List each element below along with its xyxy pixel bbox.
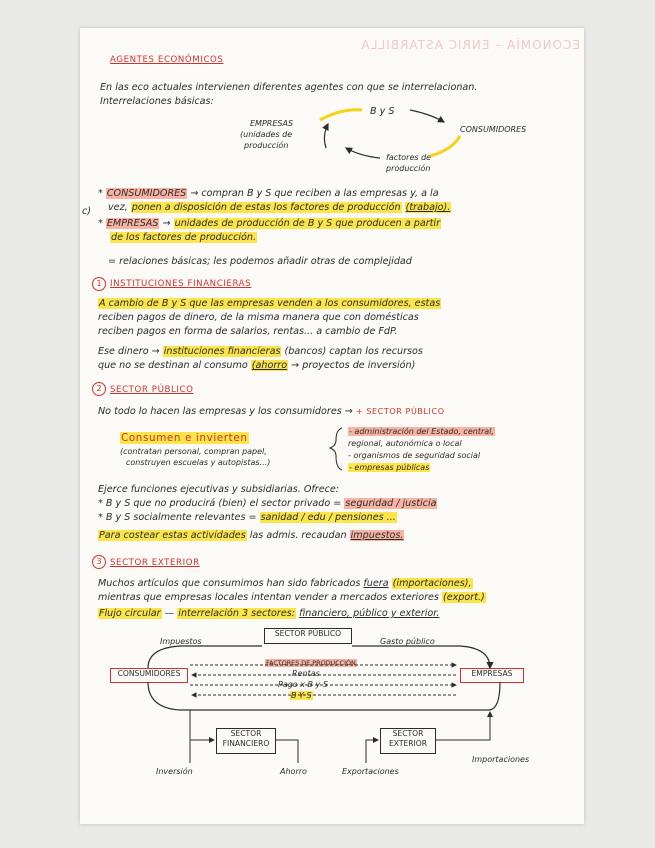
fd-inversion: Inversión (156, 767, 193, 776)
s2-consume-detail-1: (contratan personal, compran papel, (120, 447, 267, 456)
s3-muchos: Muchos artículos que consumimos han sido fabricados (98, 578, 361, 589)
s2-no-todo: No todo lo hacen las empresas y los consumidores → (98, 406, 353, 417)
s3-flujo-tail: financiero, público y exterior. (299, 608, 440, 619)
s1-line-3: reciben pagos en forma de salarios, rentas... a cambio de FdP. (98, 326, 398, 337)
consumidores-text: compran B y S que reciben a las empresas y, a la (201, 188, 439, 199)
fd-empresas: EMPRESAS (460, 668, 524, 683)
basic-arrow-up (324, 124, 328, 148)
section-2-title: SECTOR PÚBLICO (110, 385, 194, 395)
s1-line-1-text: A cambio de B y S que las empresas venden a los consumidores, estas (99, 298, 441, 309)
fd-ahorro: Ahorro (280, 767, 307, 776)
s3-fuera: fuera (363, 578, 389, 589)
s3-mientras: mientras que empresas locales intentan vender a mercados exteriores (98, 592, 439, 603)
diagram-consumidores: CONSUMIDORES (460, 125, 527, 134)
fd-se-line-2: EXTERIOR (388, 739, 428, 748)
fd-sf-line-2: FINANCIERO (222, 739, 270, 748)
s1-ahorro: (ahorro (251, 360, 288, 371)
consumidores-ponen: ponen a disposición de estas los factores de producción (131, 202, 401, 213)
section-1-title: INSTITUCIONES FINANCIERAS (110, 279, 252, 289)
s2-brace (330, 428, 342, 470)
s2-list-3: - organismos de seguridad social (348, 451, 481, 460)
section-3-title: SECTOR EXTERIOR (110, 558, 200, 568)
notebook-page (80, 28, 584, 824)
flow-import (436, 712, 490, 740)
bleed-through-text: ECONOMÍA – ENRIC ASTARBILLA (360, 38, 580, 52)
s1-line-2: reciben pagos de dinero, de la misma manera que con domésticas (98, 312, 419, 323)
diagram-empresas: EMPRESAS (250, 119, 294, 128)
s1-inversion: → proyectos de inversión) (291, 360, 416, 371)
intro-line-2: Interrelaciones básicas: (100, 96, 214, 107)
basic-arrow-top-right (410, 110, 444, 122)
fd-sector-publico: SECTOR PÚBLICO (264, 628, 352, 644)
s2-sector-publico: + SECTOR PÚBLICO (355, 407, 445, 416)
trabajo-label: (trabajo). (405, 202, 451, 213)
s3-flujo: Flujo circular — interrelación 3 sectores: financiero, público y exterior. (99, 608, 440, 619)
s2-impuestos: impuestos. (350, 530, 404, 541)
diagram-produccion-2: producción (386, 164, 431, 173)
section-3-number: 3 (92, 555, 106, 569)
fd-exportaciones: Exportaciones (342, 767, 399, 776)
fd-consumidores: CONSUMIDORES (110, 668, 188, 683)
diagram-produccion: producción (244, 141, 289, 150)
s2-costear-text: Para costear estas actividades (99, 530, 246, 541)
fd-factores-text: FACTORES DE PRODUCCIÓN (266, 659, 356, 667)
relaciones-note: = relaciones básicas; les podemos añadir otras de complejidad (108, 256, 412, 267)
s2-funciones: Ejerce funciones ejecutivas y subsidiarias. Ofrece: (98, 484, 340, 495)
fd-sf-line-1: SECTOR (230, 729, 262, 738)
s2-bys-1-text: * B y S que no producirá (bien) el sector privado = (98, 498, 342, 509)
section-1-number: 1 (92, 277, 106, 291)
fd-pago: Pago x B y S (278, 680, 328, 689)
s2-seguridad: seguridad / justicia (345, 498, 437, 509)
fd-gasto-publico: Gasto público (380, 637, 435, 646)
diagram-factores: factores de (386, 153, 432, 162)
margin-mark: c) (82, 206, 92, 217)
fd-rentas: Rentas (292, 669, 320, 678)
fd-bys-text: B Y S (291, 691, 312, 700)
s1-line-4: Ese dinero → instituciones financieras (bancos) captan los recursos (98, 346, 423, 357)
bullet-empresas: * EMPRESAS → unidades de producción de B y S que producen a partir (98, 218, 441, 229)
s2-list-1-text: - administración del Estado, central, (349, 427, 494, 436)
fd-impuestos: Impuestos (160, 637, 202, 646)
fd-importaciones: Importaciones (472, 755, 530, 764)
s3-flujo-label: Flujo circular (99, 608, 161, 619)
s1-instituciones: instituciones financieras (163, 346, 281, 357)
section-2-number: 2 (92, 382, 106, 396)
diagram-unidades: (unidades de (240, 130, 293, 139)
empresas-line2: de los factores de producción. (111, 232, 257, 243)
s3-export: (export.) (442, 592, 485, 603)
basic-arrow-bottom-left (346, 148, 380, 158)
label-empresas: EMPRESAS (106, 218, 159, 229)
flow-ahorro (276, 740, 298, 763)
s3-flujo-rest: interrelación 3 sectores: (178, 608, 296, 619)
bullet-consumidores: * CONSUMIDORES → compran B y S que reciben a las empresas y, a la (98, 188, 439, 199)
s2-bys-2-text: * B y S socialmente relevantes = (98, 512, 257, 523)
page-title: AGENTES ECONÓMICOS (110, 55, 224, 65)
intro-line-1: En las eco actuales intervienen diferentes agentes con que se interrelacionan. (100, 82, 478, 93)
s2-consume-detail-2: construyen escuelas y autopistas...) (126, 458, 271, 467)
basic-arrow-top-left (320, 110, 362, 120)
s3-importaciones: (importaciones), (392, 578, 472, 589)
s2-sanidad: sanidad / edu / pensiones ... (260, 512, 396, 523)
label-consumidores: CONSUMIDORES (106, 188, 187, 199)
s2-consumen-text: Consumen e invierten (121, 432, 248, 444)
s1-ese-dinero: Ese dinero (98, 346, 149, 357)
s2-list-4-text: - empresas públicas (349, 463, 430, 472)
diagram-bys: B y S (370, 106, 395, 117)
s1-captan: (bancos) captan los recursos (284, 346, 423, 357)
flow-loop-bottom-left (148, 682, 500, 710)
s2-recaudan: las admis. recaudan (249, 530, 347, 541)
diagram-strokes (80, 28, 584, 824)
fd-se-line-1: SECTOR (392, 729, 424, 738)
basic-arrow-bottom-right (430, 136, 460, 156)
flow-export (366, 740, 378, 763)
empresas-text: unidades de producción de B y S que producen a partir (174, 218, 441, 229)
s2-list-2: regional, autonómica o local (348, 439, 462, 448)
s1-no-consumo: que no se destinan al consumo (98, 360, 248, 371)
consumidores-vez: vez, (108, 202, 128, 213)
